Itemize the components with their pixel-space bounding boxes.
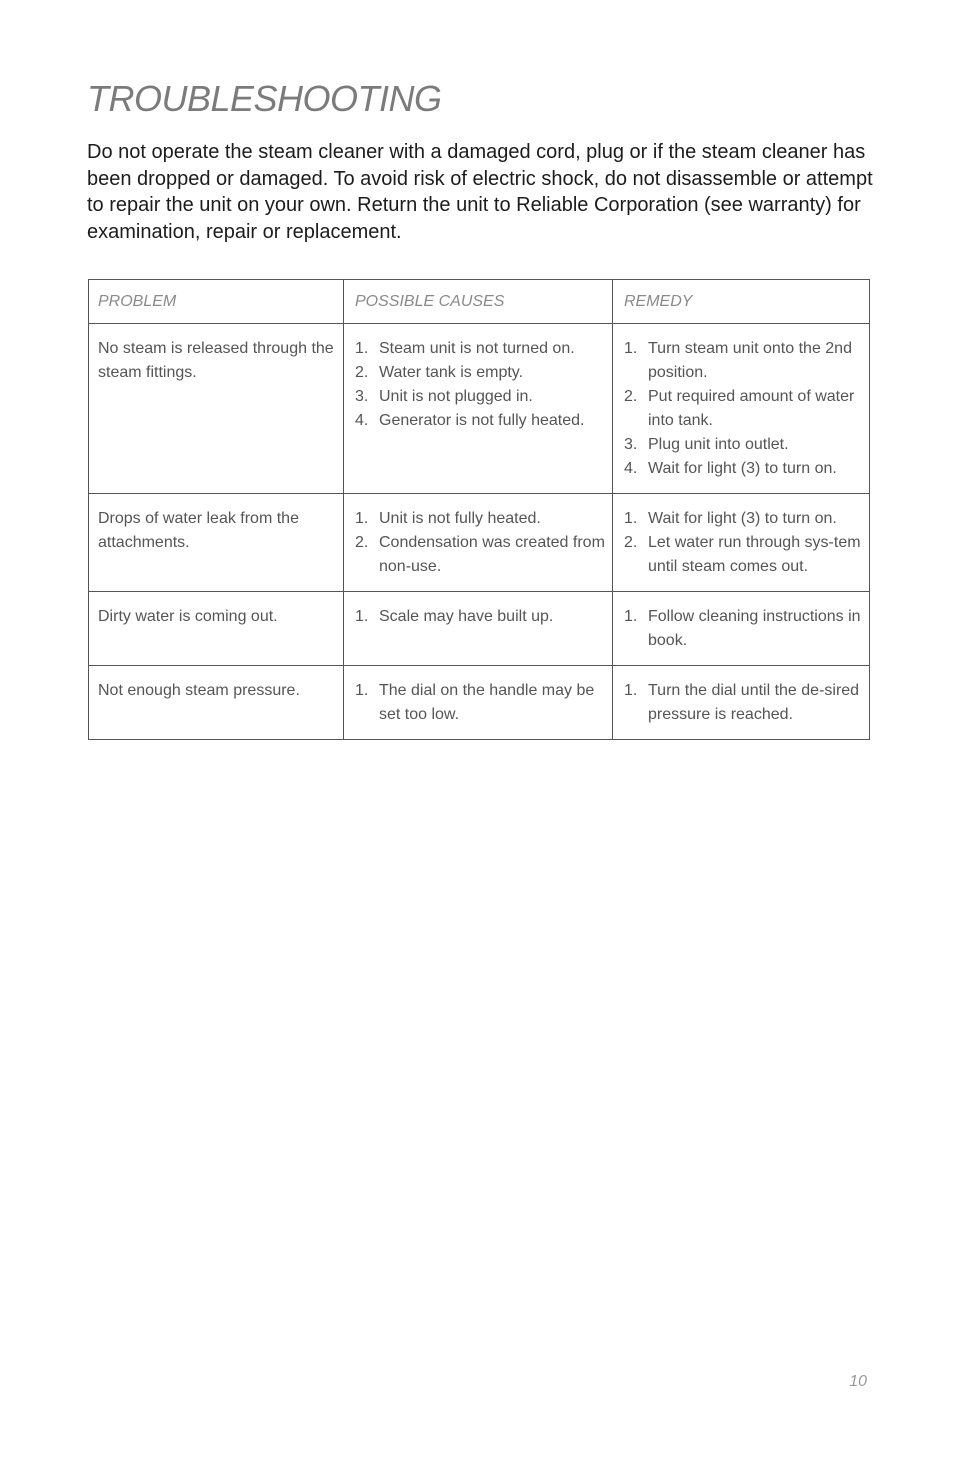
list-number: 1. — [355, 510, 369, 527]
list-text: Condensation was created from non-use. — [379, 534, 605, 575]
header-remedy: REMEDY — [613, 280, 870, 324]
header-problem: PROBLEM — [89, 280, 344, 324]
troubleshooting-table — [88, 279, 870, 740]
table-row — [89, 494, 870, 592]
cause-item — [355, 409, 608, 433]
list-text: Unit is not plugged in. — [379, 388, 533, 405]
causes-cell — [344, 494, 613, 592]
list-number: 1. — [624, 510, 638, 527]
cause-item — [355, 385, 608, 409]
list-text: Water tank is empty. — [379, 364, 524, 381]
causes-cell-list — [355, 337, 608, 433]
list-text: Scale may have built up. — [379, 608, 554, 625]
problem-cell: Dirty water is coming out. — [89, 592, 344, 666]
remedy-item — [624, 507, 865, 531]
list-text: Turn the dial until the de-sired pressure is reached. — [648, 682, 860, 723]
cause-item — [355, 605, 608, 629]
list-number: 1. — [624, 608, 638, 625]
list-text: Generator is not fully heated. — [379, 412, 585, 429]
remedy-item — [624, 337, 865, 385]
remedy-item — [624, 385, 865, 433]
cause-item — [355, 679, 608, 727]
intro-warning-paragraph: Do not operate the steam cleaner with a damaged cord, plug or if the steam cleaner has been dropped or damaged. To avoid risk of electric shock, do not disassemble or attempt to repair the unit on your own. Return the unit to Reliable Corporation (see warranty) for examination, repair or replacement. — [87, 141, 873, 243]
remedy-cell — [613, 494, 870, 592]
remedy-cell-list — [624, 507, 865, 579]
problem-cell: Drops of water leak from the attachments. — [89, 494, 344, 592]
remedy-item — [624, 457, 865, 481]
remedy-cell — [613, 592, 870, 666]
table-body — [89, 324, 870, 740]
list-number: 1. — [355, 682, 369, 699]
causes-cell-list — [355, 605, 608, 629]
list-number: 1. — [355, 340, 369, 357]
list-text: Follow cleaning instructions in book. — [648, 608, 861, 649]
page-title: TROUBLESHOOTING — [87, 78, 442, 119]
list-number: 2. — [355, 534, 369, 551]
list-number: 2. — [355, 364, 369, 381]
table-header-row — [89, 280, 870, 324]
list-number: 3. — [355, 388, 369, 405]
causes-cell — [344, 666, 613, 740]
list-number: 1. — [624, 682, 638, 699]
causes-cell — [344, 324, 613, 494]
list-number: 2. — [624, 388, 638, 405]
remedy-cell — [613, 666, 870, 740]
cause-item — [355, 337, 608, 361]
remedy-item — [624, 679, 865, 727]
list-text: Unit is not fully heated. — [379, 510, 541, 527]
remedy-cell — [613, 324, 870, 494]
table-row — [89, 592, 870, 666]
cause-item — [355, 531, 608, 579]
list-number: 2. — [624, 534, 638, 551]
page-number: 10 — [849, 1373, 867, 1390]
cause-item — [355, 507, 608, 531]
list-text: Turn steam unit onto the 2nd position. — [648, 340, 852, 381]
list-text: Let water run through sys-tem until steam comes out. — [648, 534, 861, 575]
list-text: Steam unit is not turned on. — [379, 340, 575, 357]
causes-cell-list — [355, 507, 608, 579]
causes-cell — [344, 592, 613, 666]
problem-cell: Not enough steam pressure. — [89, 666, 344, 740]
list-text: Plug unit into outlet. — [648, 436, 789, 453]
list-number: 4. — [624, 460, 638, 477]
list-text: Wait for light (3) to turn on. — [648, 460, 837, 477]
remedy-item — [624, 531, 865, 579]
remedy-cell-list — [624, 337, 865, 481]
header-possible-causes: POSSIBLE CAUSES — [344, 280, 613, 324]
list-number: 1. — [624, 340, 638, 357]
remedy-item — [624, 433, 865, 457]
remedy-item — [624, 605, 865, 653]
list-text: The dial on the handle may be set too low. — [379, 682, 595, 723]
list-number: 1. — [355, 608, 369, 625]
list-text: Put required amount of water into tank. — [648, 388, 855, 429]
remedy-cell-list — [624, 679, 865, 727]
table-row — [89, 324, 870, 494]
problem-cell: No steam is released through the steam fittings. — [89, 324, 344, 494]
list-number: 3. — [624, 436, 638, 453]
remedy-cell-list — [624, 605, 865, 653]
list-number: 4. — [355, 412, 369, 429]
list-text: Wait for light (3) to turn on. — [648, 510, 837, 527]
causes-cell-list — [355, 679, 608, 727]
cause-item — [355, 361, 608, 385]
table-row — [89, 666, 870, 740]
